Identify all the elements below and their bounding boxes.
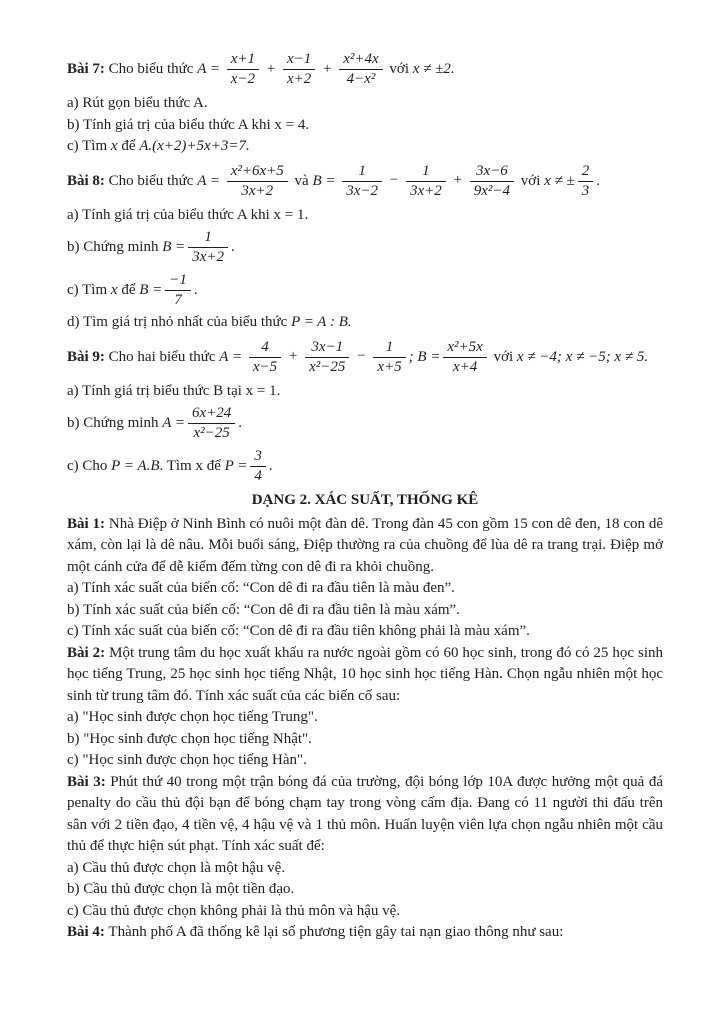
bai4-body: Thành phố A đã thống kê lại số phương tiện gây tai nạn giao thông như sau: (108, 924, 564, 940)
bai7-cond-pre: với (389, 60, 410, 77)
bai7-item-c (67, 136, 663, 158)
bai9-math-lhs: A = (219, 348, 243, 365)
numerator: 3 (250, 448, 266, 467)
numerator: x²+5x (443, 339, 486, 358)
minus-operator: − (357, 348, 366, 365)
bai9-item-c (67, 445, 663, 488)
bai8-condition: x ≠ ± (544, 172, 575, 189)
item-text: . Tìm x để (159, 457, 221, 474)
denominator: 7 (174, 292, 182, 308)
bai8-and: và (294, 172, 309, 189)
period: . (231, 238, 235, 255)
bai9-cond-pre: với (493, 348, 514, 365)
bai7-label: Bài 7: (67, 60, 105, 77)
bai7-statement (67, 46, 663, 93)
denominator: 3x+2 (192, 249, 225, 265)
minus-operator: − (389, 172, 399, 189)
section-heading: DẠNG 2. XÁC SUẤT, THỐNG KÊ (251, 492, 479, 508)
bai3-item-c (67, 901, 663, 923)
bai7-item-b (67, 115, 663, 137)
fraction (249, 339, 281, 376)
plus-operator: + (453, 172, 463, 189)
fraction (470, 163, 514, 200)
math-expression: P = A : B. (291, 314, 352, 330)
bai3-body: Phút thứ 40 trong một trận bóng đá của trường, đội bóng lớp 10A được hưởng một quả đá penalty do cầu thủ đội bạn để bóng chạm tay trong vòng cấm địa. Đang có 11 người thi đấu trên sân với 2 tiền đạo, 4 tiền vệ, 4 hậu vệ và 1 thủ môn. Huấn luyện viên lựa chọn ngẫu nhiên một cầu thủ để thực hiện sút phạt. Tính xác suất để: (67, 773, 664, 854)
denominator: x+4 (452, 358, 478, 375)
denominator: 4 (254, 468, 262, 484)
bai7-item-a (67, 93, 663, 115)
denominator: x−5 (252, 358, 278, 375)
fraction (188, 229, 228, 266)
denominator: x−2 (230, 71, 256, 87)
fraction (188, 405, 235, 442)
bai1-statement (67, 514, 663, 579)
fraction (578, 163, 594, 200)
bai7-condition: x ≠ ±2. (412, 60, 455, 77)
numerator: −1 (165, 272, 191, 291)
bai1-item-c (67, 621, 663, 643)
fraction (305, 339, 349, 376)
bai8-intro: Cho biểu thức (108, 172, 194, 189)
item-text: a) "Học sinh được chọn học tiếng Trung". (67, 709, 318, 725)
item-text: c) Tính xác suất của biến cố: “Con dê đi ra đầu tiên không phải là màu xám”. (67, 623, 530, 639)
numerator: 2 (578, 163, 594, 182)
bai8-label: Bài 8: (67, 172, 105, 189)
period: . (268, 457, 273, 474)
fraction (373, 339, 405, 376)
item-text: a) Tính giá trị biểu thức B tại x = 1. (67, 382, 281, 399)
item-text: b) "Học sinh được chọn học tiếng Nhật". (67, 730, 312, 747)
numerator: 1 (373, 339, 405, 358)
bai7-intro: Cho biểu thức (108, 60, 194, 77)
bai2-statement (67, 643, 663, 708)
math-expression: P = A.B (111, 457, 160, 474)
bai9-label: Bài 9: (67, 348, 105, 365)
bai3-statement (67, 772, 663, 858)
item-text: c) Tìm (67, 281, 108, 298)
bai4-label: Bài 4: (67, 924, 105, 940)
denominator: 3x−2 (346, 182, 379, 199)
bai4-statement (67, 922, 663, 944)
denominator: x²−25 (309, 358, 346, 375)
item-text: c) Cầu thủ được chọn không phải là thủ môn và hậu vệ. (67, 902, 401, 919)
bai3-item-b (67, 879, 663, 901)
fraction (443, 339, 486, 376)
denominator: x+2 (286, 71, 312, 87)
item-text: a) Tính xác suất của biến cố: “Con dê đi ra đầu tiên là màu đen”. (67, 580, 455, 596)
bai9-math-sep: ; B = (408, 348, 441, 365)
numerator: x²+6x+5 (227, 163, 288, 182)
bai8-item-b (67, 226, 663, 269)
bai9-condition: x ≠ −4; x ≠ −5; x ≠ 5. (516, 348, 649, 365)
bai2-item-a (67, 707, 663, 729)
denominator: 9x²−4 (473, 182, 511, 199)
fraction (250, 448, 266, 485)
fraction (227, 51, 259, 88)
math-expression: B = (162, 238, 186, 255)
bai8-cond-pre: với (520, 172, 541, 189)
math-var-x: x (110, 281, 118, 298)
denominator: 4−x² (346, 71, 376, 87)
numerator: 3x−1 (305, 339, 349, 358)
period: . (238, 414, 243, 431)
period: . (596, 172, 601, 189)
bai8-item-d (67, 312, 663, 334)
bai8-item-c (67, 269, 663, 312)
fraction (342, 163, 382, 200)
math-expression: B = (139, 281, 163, 298)
numerator: 6x+24 (188, 405, 235, 424)
bai3-item-a (67, 858, 663, 880)
bai8-statement (67, 158, 663, 205)
fraction (406, 163, 446, 200)
bai1-label: Bài 1: (67, 515, 106, 532)
bai8-item-a (67, 205, 663, 227)
bai8-mathA-lhs: A = (197, 172, 220, 189)
numerator: x²+4x (339, 51, 382, 70)
bai2-label: Bài 2: (67, 644, 106, 661)
item-text: b) Chứng minh (67, 414, 159, 431)
fraction (227, 163, 288, 200)
numerator: 3x−6 (470, 163, 514, 182)
math-expression: P = (224, 457, 248, 474)
item-text: a) Rút gọn biểu thức A. (67, 95, 208, 111)
item-text: c) Cho (67, 457, 108, 474)
math-var-x: x (110, 138, 118, 154)
bai7-math-lhs: A = (197, 60, 220, 77)
period: . (193, 281, 198, 298)
math-expression: A = (162, 414, 185, 431)
bai1-item-a (67, 578, 663, 600)
fraction (165, 272, 191, 309)
item-text: d) Tìm giá trị nhỏ nhất của biểu thức (67, 314, 288, 330)
bai3-label: Bài 3: (67, 773, 106, 790)
numerator: x+1 (227, 51, 259, 70)
bai2-body: Một trung tâm du học xuất khẩu ra nước ngoài gồm có 60 học sinh, trong đó có 25 học sinh học tiếng Trung, 25 học sinh học tiếng Nhật, 10 học sinh học tiếng Hàn. Chọn ngẫu nhiên một học sinh từ trung tâm đó. Tính xác suất của các biến cố sau: (67, 644, 664, 704)
denominator: x+5 (377, 358, 402, 375)
bai9-intro: Cho hai biểu thức (108, 348, 216, 365)
numerator: 1 (188, 229, 228, 248)
bai9-item-a (67, 381, 663, 403)
denominator: x²−25 (193, 425, 230, 441)
item-text: a) Tính giá trị của biểu thức A khi x = 1. (67, 206, 309, 223)
item-text: c) "Học sinh được chọn học tiếng Hàn". (67, 752, 307, 768)
bai1-body: Nhà Điệp ở Ninh Bình có nuôi một đàn dê. Trong đàn 45 con gồm 15 con dê đen, 18 con dê xám, còn lại là dê nâu. Mỗi buổi sáng, Điệp thường ra của chuồng để lùa dê ra trang trại. Điệp mở một cánh cửa để dễ kiểm đếm từng con dê đi ra khỏi chuồng. (67, 515, 664, 575)
item-text: để (121, 138, 136, 154)
item-text: a) Cầu thủ được chọn là một hậu vệ. (67, 859, 286, 876)
bai1-item-b (67, 600, 663, 622)
bai2-item-c (67, 750, 663, 772)
denominator: 3x+2 (410, 182, 442, 199)
bai8-mathB-lhs: B = (312, 172, 336, 189)
numerator: 1 (342, 163, 382, 182)
denominator: 3x+2 (241, 182, 274, 199)
numerator: 1 (406, 163, 446, 182)
item-text: c) Tìm (67, 138, 108, 154)
bai9-item-b (67, 402, 663, 445)
fraction (283, 51, 315, 88)
numerator: x−1 (283, 51, 315, 70)
denominator: 3 (581, 182, 590, 199)
plus-operator: + (323, 60, 332, 77)
bai9-statement (67, 334, 663, 381)
item-text: b) Tính giá trị của biểu thức A khi x = 4. (67, 116, 310, 133)
math-expression: A.(x+2)+5x+3=7. (139, 138, 250, 154)
bai2-item-b (67, 729, 663, 751)
item-text: b) Chứng minh (67, 238, 159, 255)
item-text: b) Tính xác suất của biến cố: “Con dê đi ra đầu tiên là màu xám”. (67, 601, 460, 618)
item-text: để (121, 281, 136, 298)
fraction (339, 51, 382, 88)
plus-operator: + (266, 60, 276, 77)
plus-operator: + (288, 348, 298, 365)
item-text: b) Cầu thủ được chọn là một tiền đạo. (67, 881, 295, 897)
numerator: 4 (249, 339, 281, 358)
